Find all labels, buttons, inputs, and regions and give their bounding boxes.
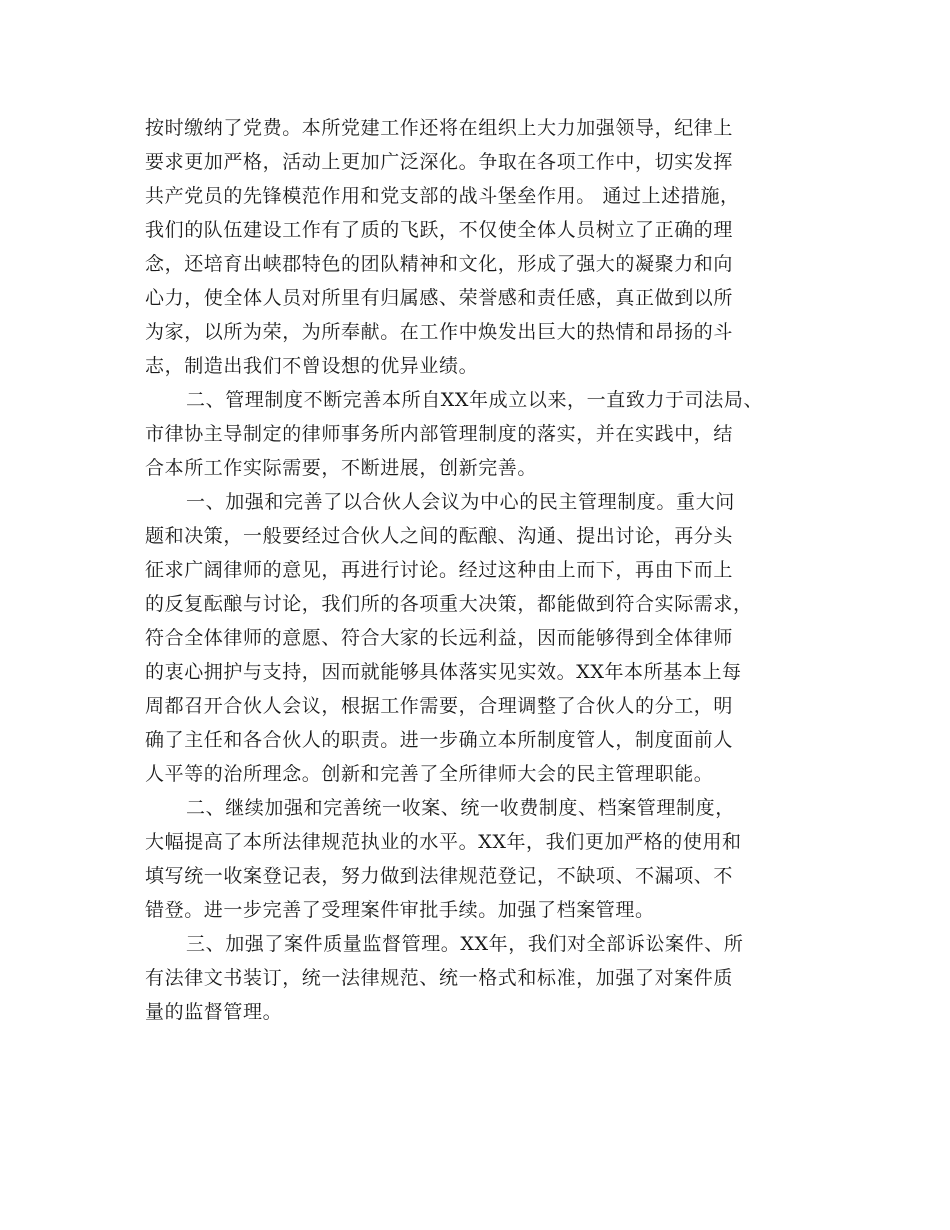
- text-line: 周都召开合伙人会议，根据工作需要，合理调整了合伙人的分工，明: [145, 695, 734, 717]
- text-line: 市律协主导制定的律师事务所内部管理制度的落实，并在实践中，结: [145, 423, 734, 445]
- text-line: 错登。进一步完善了受理案件审批手续。加强了档案管理。: [145, 899, 655, 921]
- text-line: 量的监督管理。: [145, 1001, 283, 1023]
- text-line: 大幅提高了本所法律规范执业的水平。XX年，我们更加严格的使用和: [145, 831, 742, 853]
- text-line: 要求更加严格，活动上更加广泛深化。争取在各项工作中，切实发挥: [145, 151, 734, 173]
- text-line: 我们的队伍建设工作有了质的飞跃，不仅使全体人员树立了正确的理: [145, 219, 734, 241]
- text-line: 有法律文书装订，统一法律规范、统一格式和标准，加强了对案件质: [145, 967, 734, 989]
- paragraph-start: 一、加强和完善了以合伙人会议为中心的民主管理制度。重大问: [186, 491, 735, 513]
- text-line: 按时缴纳了党费。本所党建工作还将在组织上大力加强领导，纪律上: [145, 117, 734, 139]
- paragraph-heading: 二、管理制度不断完善本所自XX年成立以来，一直致力于司法局、: [186, 389, 764, 411]
- text-line: 填写统一收案登记表，努力做到法律规范登记，不缺项、不漏项、不: [145, 865, 734, 887]
- text-line: 人平等的治所理念。创新和完善了全所律师大会的民主管理职能。: [145, 763, 714, 785]
- paragraph-start: 二、继续加强和完善统一收案、统一收费制度、档案管理制度，: [186, 797, 735, 819]
- text-line: 心力，使全体人员对所里有归属感、荣誉感和责任感，真正做到以所: [145, 287, 734, 309]
- text-line: 合本所工作实际需要，不断进展，创新完善。: [145, 457, 538, 479]
- text-line: 志，制造出我们不曾设想的优异业绩。: [145, 355, 479, 377]
- text-line: 为家，以所为荣，为所奉献。在工作中焕发出巨大的热情和昂扬的斗: [145, 321, 734, 343]
- paragraph-start: 三、加强了案件质量监督管理。XX年，我们对全部诉讼案件、所: [186, 933, 744, 955]
- text-line: 符合全体律师的意愿、符合大家的长远利益，因而能够得到全体律师: [145, 627, 734, 649]
- text-line: 念，还培育出峡郡特色的团队精神和文化，形成了强大的凝聚力和向: [145, 253, 734, 275]
- text-line: 题和决策，一般要经过合伙人之间的酝酿、沟通、提出讨论，再分头: [145, 525, 734, 547]
- text-line: 征求广阔律师的意见，再进行讨论。经过这种由上而下，再由下而上: [145, 559, 734, 581]
- text-line: 的反复酝酿与讨论，我们所的各项重大决策，都能做到符合实际需求，: [145, 593, 753, 615]
- text-line: 共产党员的先锋模范作用和党支部的战斗堡垒作用。 通过上述措施，: [145, 185, 740, 207]
- text-line: 确了主任和各合伙人的职责。进一步确立本所制度管人，制度面前人: [145, 729, 734, 751]
- text-line: 的衷心拥护与支持，因而就能够具体落实见实效。XX年本所基本上每: [145, 661, 742, 683]
